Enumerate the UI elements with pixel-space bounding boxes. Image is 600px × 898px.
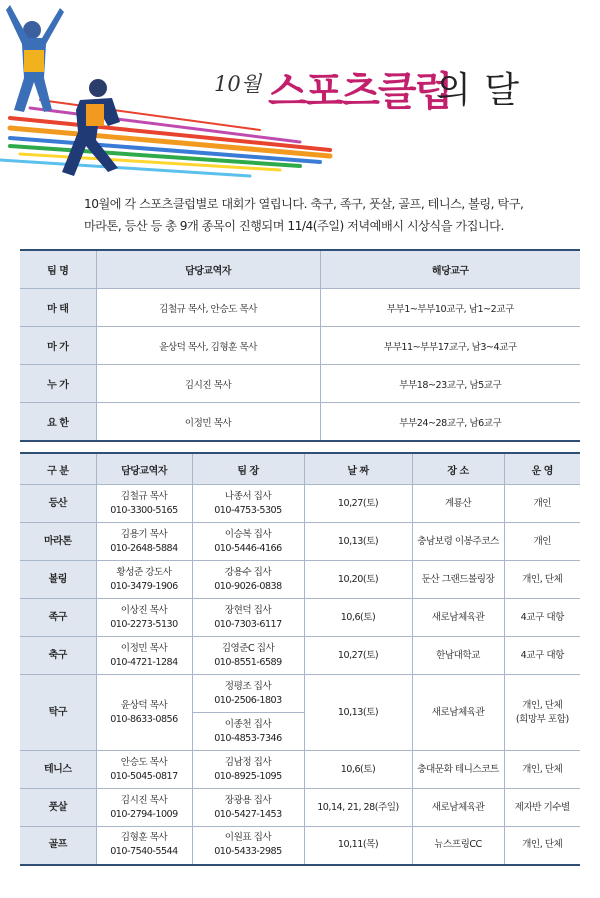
- pastor-cell: [96, 789, 192, 827]
- leader-cell: [192, 523, 304, 561]
- pastor-name: 김철규 목사: [120, 490, 168, 502]
- leader-phone: 010-7303-6117: [214, 618, 282, 630]
- event-place: 새로남체육관: [412, 789, 504, 827]
- leader-phone: 010-8925-1095: [214, 770, 282, 782]
- teams-header-row: [20, 250, 580, 289]
- event-place: 충남보령 이봉주코스: [412, 523, 504, 561]
- event-date: 10,27(토): [304, 485, 412, 523]
- event-date: 10,13(토): [304, 675, 412, 751]
- pastor-cell: [96, 599, 192, 637]
- leader-cell: [192, 675, 304, 713]
- table-row: [20, 327, 580, 365]
- intro-paragraph: [84, 193, 554, 237]
- pastor-name: 황성준 강도사: [116, 566, 172, 578]
- table-row: [20, 637, 580, 675]
- leader-phone: 010-5427-1453: [214, 808, 282, 820]
- team-district: 부부1~부부10교구, 남1~2교구: [320, 289, 580, 327]
- intro-line-1: 10월에 각 스포츠클럽별로 대회가 열립니다. 축구, 족구, 풋살, 골프, 테니스, 볼링, 탁구,: [84, 197, 524, 211]
- event-mode: 개인: [504, 523, 580, 561]
- leader-name: 장현덕 집사: [224, 604, 272, 616]
- event-mode: 제자반 기수별: [504, 789, 580, 827]
- schedule-header-place: 장 소: [412, 453, 504, 485]
- team-pastor: 김시진 목사: [96, 365, 320, 403]
- team-name: 요 한: [20, 403, 96, 442]
- team-pastor: 김철규 목사, 안승도 목사: [96, 289, 320, 327]
- team-district: 부부24~28교구, 남6교구: [320, 403, 580, 442]
- leader-phone: 010-2506-1803: [214, 694, 282, 706]
- pastor-name: 김형훈 목사: [120, 832, 168, 844]
- leader-cell: [192, 637, 304, 675]
- schedule-header-row: [20, 453, 580, 485]
- page-title-suffix: 의 달: [436, 70, 520, 111]
- team-name: 마 가: [20, 327, 96, 365]
- event-place: 계룡산: [412, 485, 504, 523]
- leader-cell: [192, 599, 304, 637]
- leader-name: 강용수 집사: [224, 566, 272, 578]
- event-mode: 4교구 대항: [504, 599, 580, 637]
- table-row: [20, 289, 580, 327]
- intro-line-2: 마라톤, 등산 등 총 9개 종목이 진행되며 11/4(주일) 저녁예배시 시상식을 가집니다.: [84, 219, 504, 233]
- event-place: 한남대학교: [412, 637, 504, 675]
- table-row: [20, 675, 580, 713]
- pastor-phone: 010-7540-5544: [110, 846, 178, 858]
- leader-cell: [192, 713, 304, 751]
- sport-category: 등산: [20, 485, 96, 523]
- team-pastor: 윤상덕 목사, 김형훈 목사: [96, 327, 320, 365]
- leader-phone: 010-5433-2985: [214, 846, 282, 858]
- leader-phone: 010-9026-0838: [214, 580, 282, 592]
- leader-phone: 010-4753-5305: [214, 504, 282, 516]
- schedule-header-category: 구 분: [20, 453, 96, 485]
- pastor-cell: [96, 561, 192, 599]
- table-row: [20, 827, 580, 865]
- schedule-header-mode: 운 영: [504, 453, 580, 485]
- event-date: 10,13(토): [304, 523, 412, 561]
- sport-category: 볼링: [20, 561, 96, 599]
- pastor-phone: 010-8633-0856: [110, 713, 178, 725]
- pastor-name: 안승도 목사: [120, 756, 168, 768]
- event-mode: 개인, 단체: [504, 751, 580, 789]
- event-place: 충대문화 테니스코트: [412, 751, 504, 789]
- event-date: 10,20(토): [304, 561, 412, 599]
- event-mode: 4교구 대항: [504, 637, 580, 675]
- pastor-cell: [96, 827, 192, 865]
- event-mode-note: (희망부 포함): [515, 713, 569, 725]
- event-date: 10,6(토): [304, 751, 412, 789]
- pastor-phone: 010-3300-5165: [110, 504, 178, 516]
- team-pastor: 이정민 목사: [96, 403, 320, 442]
- team-district: 부부18~23교구, 남5교구: [320, 365, 580, 403]
- leader-phone: 010-4853-7346: [214, 732, 282, 744]
- leader-name: 나종서 집사: [224, 490, 272, 502]
- table-row: [20, 561, 580, 599]
- schedule-header-leader: 팀 장: [192, 453, 304, 485]
- pastor-name: 이정민 목사: [120, 642, 168, 654]
- team-name: 마 태: [20, 289, 96, 327]
- pastor-phone: 010-2273-5130: [110, 618, 178, 630]
- page-title: 스포츠클럽: [268, 69, 452, 115]
- sport-category: 탁구: [20, 675, 96, 751]
- leader-cell: [192, 751, 304, 789]
- table-row: [20, 599, 580, 637]
- leader-name: 김영준C 집사: [221, 642, 275, 654]
- pastor-cell: [96, 637, 192, 675]
- sport-category: 마라톤: [20, 523, 96, 561]
- event-mode: 개인, 단체: [504, 827, 580, 865]
- sport-category: 골프: [20, 827, 96, 865]
- event-place: 새로남체육관: [412, 675, 504, 751]
- leader-phone: 010-5446-4166: [214, 542, 282, 554]
- leader-cell: [192, 485, 304, 523]
- sport-category: 족구: [20, 599, 96, 637]
- table-row: [20, 485, 580, 523]
- table-row: [20, 523, 580, 561]
- pastor-phone: 010-3479-1906: [110, 580, 178, 592]
- event-mode: 개인, 단체: [504, 561, 580, 599]
- pastor-name: 김시진 목사: [120, 794, 168, 806]
- leader-name: 이승복 집사: [224, 528, 272, 540]
- pastor-cell: [96, 675, 192, 751]
- leader-name: 김남정 집사: [224, 756, 272, 768]
- month-label: 10월: [214, 72, 262, 96]
- event-date: 10,14, 21, 28(주일): [304, 789, 412, 827]
- pastor-phone: 010-2648-5884: [110, 542, 178, 554]
- teams-header-pastor: 담당교역자: [96, 250, 320, 289]
- leader-cell: [192, 789, 304, 827]
- pastor-cell: [96, 751, 192, 789]
- leader-name: 장광용 집사: [224, 794, 272, 806]
- teams-header-district: 해당교구: [320, 250, 580, 289]
- event-date: 10,11(목): [304, 827, 412, 865]
- schedule-table: [20, 452, 580, 866]
- team-name: 누 가: [20, 365, 96, 403]
- teams-table: [20, 249, 580, 442]
- teams-header-team: 팀 명: [20, 250, 96, 289]
- sport-category: 테니스: [20, 751, 96, 789]
- pastor-phone: 010-4721-1284: [110, 656, 178, 668]
- table-row: [20, 365, 580, 403]
- pastor-cell: [96, 523, 192, 561]
- pastor-name: 윤상덕 목사: [120, 699, 168, 711]
- table-row: [20, 403, 580, 442]
- pastor-name: 김용기 목사: [120, 528, 168, 540]
- leader-phone: 010-8551-6589: [214, 656, 282, 668]
- table-row: [20, 789, 580, 827]
- schedule-header-date: 날 짜: [304, 453, 412, 485]
- event-place: 둔산 그랜드볼링장: [412, 561, 504, 599]
- event-date: 10,6(토): [304, 599, 412, 637]
- table-row: [20, 751, 580, 789]
- event-place: 새로남체육관: [412, 599, 504, 637]
- pastor-cell: [96, 485, 192, 523]
- event-mode-cell: [504, 675, 580, 751]
- pastor-phone: 010-5045-0817: [110, 770, 178, 782]
- leader-cell: [192, 827, 304, 865]
- event-place: 뉴스프링CC: [412, 827, 504, 865]
- sport-category: 풋살: [20, 789, 96, 827]
- runner-figure-1: [6, 5, 64, 112]
- event-mode: 개인, 단체: [522, 699, 563, 711]
- leader-name: 이종천 집사: [224, 718, 272, 730]
- leader-cell: [192, 561, 304, 599]
- event-date: 10,27(토): [304, 637, 412, 675]
- sport-category: 축구: [20, 637, 96, 675]
- event-mode: 개인: [504, 485, 580, 523]
- pastor-phone: 010-2794-1009: [110, 808, 178, 820]
- leader-name: 이원표 집사: [224, 832, 272, 844]
- pastor-name: 이상진 목사: [120, 604, 168, 616]
- leader-name: 정평조 집사: [224, 680, 272, 692]
- team-district: 부부11~부부17교구, 남3~4교구: [320, 327, 580, 365]
- schedule-header-pastor: 담당교역자: [96, 453, 192, 485]
